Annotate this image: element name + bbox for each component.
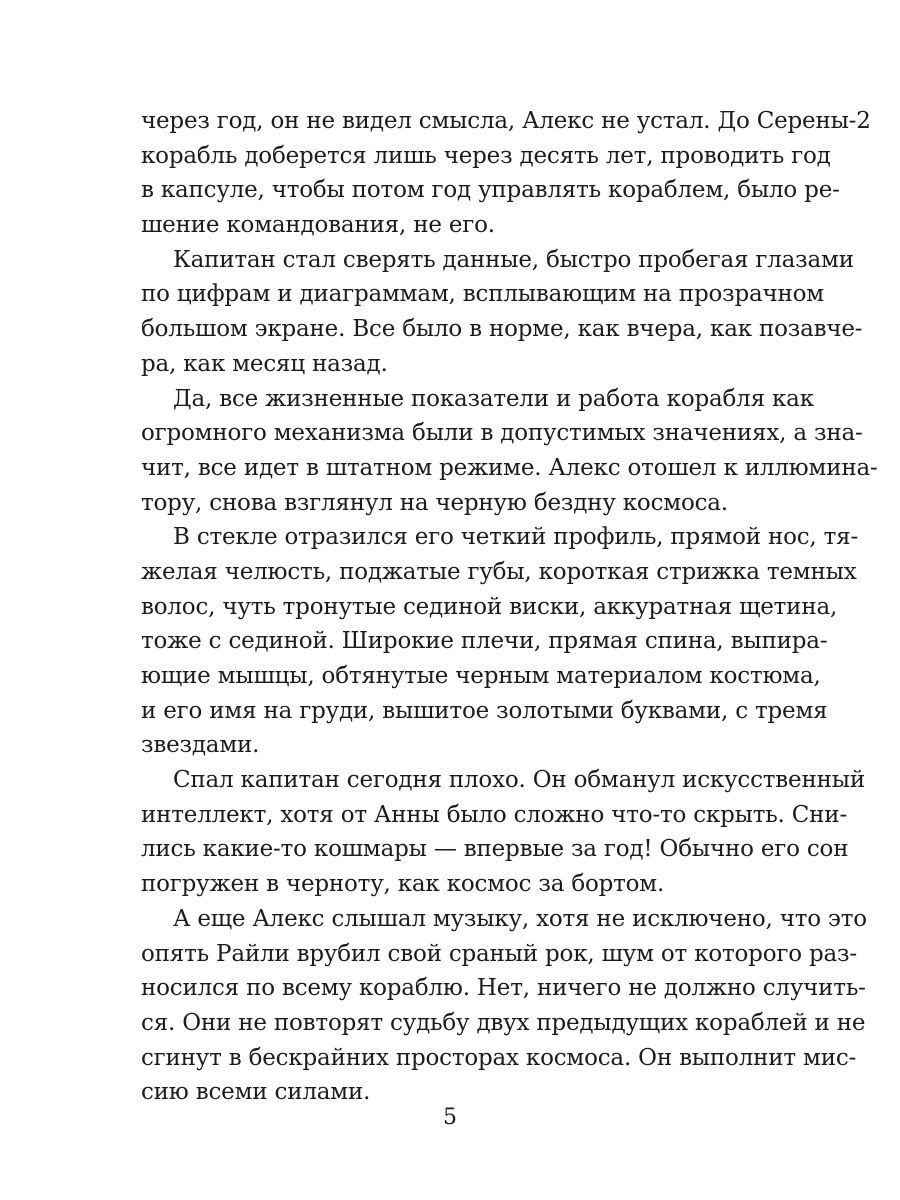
text-line: большом экране. Все было в норме, как вчера, как позавче-: [141, 316, 863, 343]
text-line: в капсуле, чтобы потом год управлять кораблем, было ре-: [141, 177, 840, 204]
text-line: Капитан стал сверять данные, быстро пробегая глазами: [173, 246, 854, 273]
paragraph-4: [141, 520, 859, 763]
text-line: А еще Алекс слышал музыку, хотя не исключено, что это: [173, 905, 867, 932]
text-line: Да, все жизненные показатели и работа корабля как: [173, 385, 814, 412]
text-line: ся. Они не повторят судьбу двух предыдущих кораблей и не: [141, 1009, 866, 1036]
text-line: сию всеми силами.: [141, 1079, 371, 1106]
text-line: шение командования, не его.: [141, 212, 495, 239]
text-line: волос, чуть тронутые сединой виски, аккуратная щетина,: [141, 593, 838, 620]
text-line: и его имя на груди, вышитое золотыми буквами, с тремя: [141, 697, 828, 724]
text-line: ра, как месяц назад.: [141, 350, 388, 377]
text-line: чит, все идет в штатном режиме. Алекс отошел к иллюмина-: [141, 454, 878, 481]
paragraph-3: [141, 382, 878, 521]
text-line: желая челюсть, поджатые губы, короткая стрижка темных: [141, 558, 857, 585]
text-line: погружен в черноту, как космос за бортом.: [141, 871, 665, 898]
text-line: тоже с сединой. Широкие плечи, прямая спина, выпира-: [141, 628, 828, 655]
paragraph-6: [141, 902, 867, 1110]
body-text: [141, 104, 878, 1110]
text-line: по цифрам и диаграммам, всплывающим на прозрачном: [141, 281, 824, 308]
paragraph-5: [141, 763, 865, 902]
text-line: звездами.: [141, 732, 260, 759]
paragraph-1: [141, 104, 871, 243]
page-number: 5: [443, 1105, 457, 1130]
text-line: В стекле отразился его четкий профиль, прямой нос, тя-: [173, 524, 859, 551]
text-line: сгинут в бескрайних просторах космоса. Он выполнит мис-: [141, 1044, 857, 1071]
text-line: огромного механизма были в допустимых значениях, а зна-: [141, 420, 863, 447]
text-line: корабль доберется лишь через десять лет, проводить год: [141, 142, 831, 169]
text-line: интеллект, хотя от Анны было сложно что-то скрыть. Сни-: [141, 801, 848, 828]
text-line: опять Райли врубил свой сраный рок, шум от которого раз-: [141, 940, 857, 967]
text-line: тору, снова взглянул на черную бездну космоса.: [141, 489, 728, 516]
text-line: Спал капитан сегодня плохо. Он обманул искусственный: [173, 767, 865, 794]
text-line: лись какие-то кошмары — впервые за год! Обычно его сон: [141, 836, 849, 863]
text-line: через год, он не видел смысла, Алекс не устал. До Серены-2: [141, 108, 871, 134]
text-line: ющие мышцы, обтянутые черным материалом костюма,: [141, 663, 821, 689]
paragraph-2: [141, 243, 863, 382]
text-line: носился по всему кораблю. Нет, ничего не должно случить-: [141, 975, 866, 1002]
